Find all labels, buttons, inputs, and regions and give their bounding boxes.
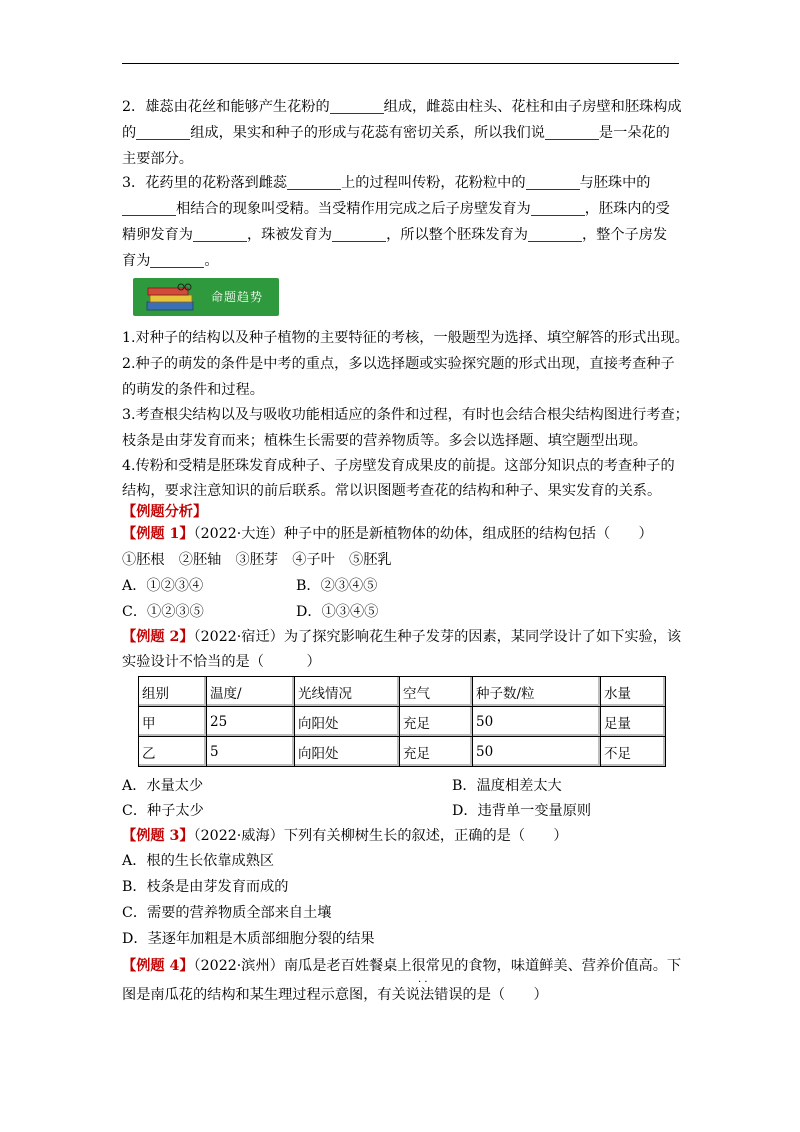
trend-line: 的萌发的条件和过程。 bbox=[122, 382, 264, 398]
table-cell: 向阳处 bbox=[295, 737, 400, 767]
ex1-stem bbox=[122, 524, 653, 544]
table-cell: 25 bbox=[207, 707, 295, 737]
ex1-option-c[interactable]: C．①②③⑤ bbox=[122, 604, 204, 620]
text: 相结合的现象叫受精。当受精作用完成之后子房壁发育为 bbox=[176, 201, 531, 217]
table-cell: 充足 bbox=[400, 737, 473, 767]
ex2-option-b[interactable]: B．温度相差太大 bbox=[452, 778, 562, 794]
text: 组成，雌蕊由柱头、花柱和由子房壁和胚珠构成 bbox=[383, 99, 682, 115]
answer-blank[interactable] bbox=[526, 174, 580, 190]
text: 育为 bbox=[122, 253, 151, 269]
table-header-row bbox=[139, 677, 666, 707]
q3-line-1 bbox=[122, 173, 651, 193]
table-cell: 充足 bbox=[400, 707, 473, 737]
table-cell: 甲 bbox=[139, 707, 207, 737]
table-cell: 不足 bbox=[601, 737, 666, 767]
answer-blank[interactable] bbox=[531, 200, 585, 216]
table-row bbox=[139, 707, 666, 737]
header-cell: 温度/ bbox=[207, 677, 295, 707]
ex4-stem bbox=[122, 956, 681, 976]
header-cell: 种子数/粒 bbox=[473, 677, 601, 707]
trend-line: 4.传粉和受精是胚珠发育成种子、子房壁发育成果皮的前提。这部分知识点的考查种子的 bbox=[122, 458, 675, 474]
ex4-stem-2: 图是南瓜花的结构和某生理过程示意图，有关说法错误的是（ ） bbox=[122, 987, 548, 1003]
table-cell: 50 bbox=[473, 707, 601, 737]
header-cell: 光线情况 bbox=[295, 677, 400, 707]
ex2-stem bbox=[122, 627, 681, 647]
text: ，整个子房发 bbox=[581, 227, 668, 243]
ex2-option-c[interactable]: C．种子太少 bbox=[122, 803, 204, 819]
answer-blank[interactable] bbox=[150, 252, 204, 268]
answer-blank[interactable] bbox=[332, 226, 386, 242]
ex3-stem bbox=[122, 826, 568, 846]
answer-blank[interactable] bbox=[136, 124, 190, 140]
example-tag: 【例题 2】 bbox=[122, 629, 194, 645]
experiment-table bbox=[138, 676, 666, 767]
ex3-option-d[interactable]: D．茎逐年加粗是木质部细胞分裂的结果 bbox=[122, 931, 375, 947]
text: 精卵发育为 bbox=[122, 227, 193, 243]
text: （2022·宿迁）为了探究影响花生种子发芽的因素，某同学设计了如下实验，该 bbox=[193, 629, 682, 645]
q2-line-3: 主要部分。 bbox=[122, 151, 193, 167]
example-tag: 【例题 1】 bbox=[122, 526, 194, 542]
text: 3．花药里的花粉落到雌蕊 bbox=[122, 175, 288, 191]
example-tag: 【例题 3】 bbox=[122, 828, 194, 844]
books-icon bbox=[143, 282, 203, 314]
header-rule bbox=[122, 63, 679, 64]
text: （2022·大连）种子中的胚是新植物体的幼体，组成胚的结构包括（ ） bbox=[193, 526, 653, 542]
trend-banner bbox=[133, 278, 279, 316]
answer-blank[interactable] bbox=[545, 124, 599, 140]
q3-line-2 bbox=[122, 199, 670, 219]
text: 与胚珠中的 bbox=[579, 175, 651, 191]
trend-line: 枝条是由芽发育而来；植株生长需要的营养物质等。多会以选择题、填空题型出现。 bbox=[122, 433, 647, 449]
ex3-option-b[interactable]: B．枝条是由芽发育而成的 bbox=[122, 879, 289, 895]
trend-line: 结构，要求注意知识的前后联系。常以识图题考查花的结构和种子、果实发育的关系。 bbox=[122, 483, 662, 499]
answer-blank[interactable] bbox=[330, 98, 384, 114]
ex1-items: ①胚根 ②胚轴 ③胚芽 ④子叶 ⑤胚乳 bbox=[122, 552, 392, 568]
ex3-option-c[interactable]: C．需要的营养物质全部来自土壤 bbox=[122, 905, 332, 921]
section-title: 【例题分析】 bbox=[122, 504, 208, 520]
table-cell: 50 bbox=[473, 737, 601, 767]
text: 的 bbox=[122, 125, 137, 141]
q2-line-2 bbox=[122, 123, 670, 143]
ex2-option-a[interactable]: A．水量太少 bbox=[122, 778, 204, 794]
header-cell: 空气 bbox=[400, 677, 473, 707]
text: 组成，果实和种子的形成与花蕊有密切关系，所以我们说 bbox=[190, 125, 545, 141]
banner-text: 命题趋势 bbox=[211, 290, 264, 304]
ex2-stem-2: 实验设计不恰当的是（ ） bbox=[122, 654, 321, 670]
text: 是一朵花的 bbox=[598, 125, 670, 141]
trend-line: 1.对种子的结构以及种子植物的主要特征的考核，一般题型为选择、填空解答的形式出现。 bbox=[122, 330, 689, 346]
trend-line: 3.考查根尖结构以及与吸收功能相适应的条件和过程，有时也会结合根尖结构图进行考查； bbox=[122, 407, 689, 423]
q2-line-1 bbox=[122, 97, 682, 117]
text: ，所以整个胚珠发育为 bbox=[386, 227, 528, 243]
table-cell: 足量 bbox=[601, 707, 666, 737]
header-cell: 水量 bbox=[601, 677, 666, 707]
table-cell: 5 bbox=[207, 737, 295, 767]
answer-blank[interactable] bbox=[122, 200, 176, 216]
answer-blank[interactable] bbox=[193, 226, 247, 242]
text: 2．雄蕊由花丝和能够产生花粉的 bbox=[122, 99, 330, 115]
text: ，胚珠内的受 bbox=[584, 201, 670, 217]
ex1-option-b[interactable]: B．②③④⑤ bbox=[296, 578, 378, 594]
ex3-option-a[interactable]: A．根的生长依靠成熟区 bbox=[122, 853, 275, 869]
ex1-option-a[interactable]: A．①②③④ bbox=[122, 578, 204, 594]
table-row bbox=[139, 737, 666, 767]
table-cell: 向阳处 bbox=[295, 707, 400, 737]
example-tag: 【例题 4】 bbox=[122, 958, 194, 974]
ex1-option-d[interactable]: D．①③④⑤ bbox=[296, 604, 379, 620]
text: 。 bbox=[204, 253, 219, 269]
text: （2022·威海）下列有关柳树生长的叙述，正确的是（ ） bbox=[193, 828, 568, 844]
q3-line-3 bbox=[122, 225, 667, 245]
answer-blank[interactable] bbox=[528, 226, 582, 242]
q3-line-4 bbox=[122, 251, 219, 271]
text: 上的过程叫传粉，花粉粒中的 bbox=[341, 175, 526, 191]
trend-line: 2.种子的萌发的条件是中考的重点，多以选择题或实验探究题的形式出现，直接考查种子 bbox=[122, 356, 675, 372]
ex2-option-d[interactable]: D．违背单一变量原则 bbox=[452, 803, 592, 819]
text: ，珠被发育为 bbox=[246, 227, 333, 243]
table-cell: 乙 bbox=[139, 737, 207, 767]
emphasis-dots: · · bbox=[418, 977, 428, 988]
answer-blank[interactable] bbox=[287, 174, 341, 190]
text: （2022·滨州）南瓜是老百姓餐桌上很常见的食物，味道鲜美、营养价值高。下 bbox=[193, 958, 682, 974]
header-cell: 组别 bbox=[139, 677, 207, 707]
